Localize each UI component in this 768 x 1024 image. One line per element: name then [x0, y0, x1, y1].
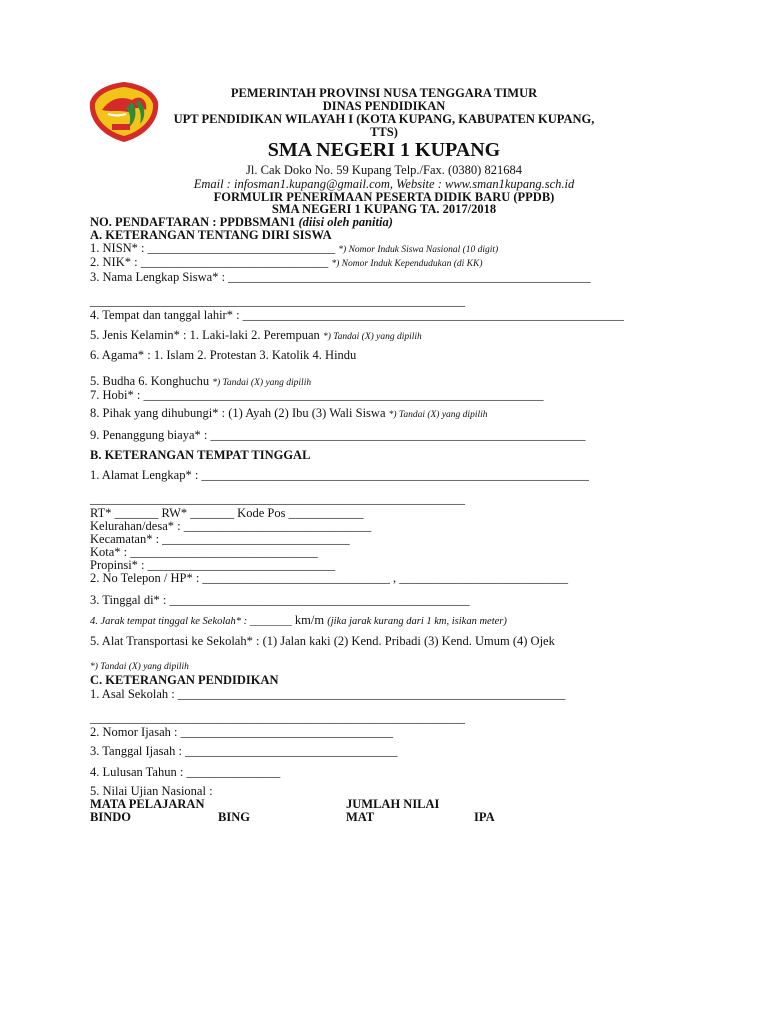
gender-field[interactable] [90, 328, 422, 344]
sponsor-field[interactable]: 9. Penanggung biaya* : ____________________________________________________________ [90, 428, 586, 442]
rt-rw-postcode-field[interactable]: RT* _______ RW* _______ Kode Pos ____________ [90, 506, 364, 520]
subject-header: MATA PELAJARAN [90, 797, 205, 811]
transport-note: *) Tandai (X) yang dipilih [90, 662, 189, 672]
phone-field[interactable]: 2. No Telepon / HP* : ______________________________ , ___________________________ [90, 571, 569, 585]
contact-person-field[interactable] [90, 406, 488, 422]
nik-label: 2. NIK* : ______________________________ [90, 255, 329, 269]
national-exam-label: 5. Nilai Ujian Nasional : [90, 784, 213, 798]
graduation-year-field[interactable]: 4. Lulusan Tahun : _______________ [90, 765, 281, 779]
school-name: SMA NEGERI 1 KUPANG [267, 139, 501, 161]
school-contact: Email : infosman1.kupang@gmail.com, Website : www.sman1kupang.sch.id [193, 177, 575, 191]
nisn-note: *) Nomor Induk Siswa Nasional (10 digit) [338, 245, 499, 255]
contact-person-note: *) Tandai (X) yang dipilih [388, 410, 488, 420]
subject-mat: MAT [346, 810, 375, 824]
religion-note: *) Tandai (X) yang dipilih [212, 378, 312, 388]
village-field[interactable]: Kelurahan/desa* : ______________________________ [90, 519, 372, 533]
header-line-4: TTS) [370, 125, 398, 139]
origin-school-field[interactable]: 1. Asal Sekolah : ______________________________________________________________ [90, 687, 566, 701]
religion-options: 5. Budha 6. Konghuchu [90, 374, 210, 388]
hobby-field[interactable]: 7. Hobi* : ________________________________________________________________ [90, 388, 544, 402]
section-b-title: B. KETERANGAN TEMPAT TINGGAL [90, 448, 311, 462]
nama-field[interactable]: 3. Nama Lengkap Siswa* : __________________________________________________________ [90, 270, 591, 284]
nisn-label: 1. NISN* : ______________________________ [90, 241, 336, 255]
district-field[interactable]: Kecamatan* : ______________________________ [90, 532, 350, 546]
subject-ipa: IPA [474, 810, 495, 824]
address-field-continued[interactable]: ____________________________________________________________ [90, 492, 465, 506]
distance-field[interactable] [90, 613, 507, 629]
city-field[interactable]: Kota* : ______________________________ [90, 545, 318, 559]
section-a-title: A. KETERANGAN TENTANG DIRI SISWA [90, 228, 332, 242]
ttl-field[interactable]: 4. Tempat dan tanggal lahir* : _____________________________________________________________ [90, 308, 624, 322]
section-c-title: C. KETERANGAN PENDIDIKAN [90, 673, 279, 687]
distance-label: 4. Jarak tempat tinggal ke Sekolah* : ________ [90, 616, 292, 627]
registration-note: (diisi oleh panitia) [298, 215, 393, 229]
residence-field[interactable]: 3. Tinggal di* : ________________________________________________ [90, 593, 470, 607]
school-address: Jl. Cak Doko No. 59 Kupang Telp./Fax. (0380) 821684 [246, 163, 522, 177]
origin-school-field-continued[interactable]: ____________________________________________________________ [90, 711, 465, 725]
province-field[interactable]: Propinsi* : ______________________________ [90, 558, 336, 572]
gender-note: *) Tandai (X) yang dipilih [322, 332, 422, 342]
score-header: JUMLAH NILAI [346, 797, 440, 811]
distance-note: (jika jarak kurang dari 1 km, isikan meter) [327, 616, 507, 627]
nama-field-continued[interactable]: ____________________________________________________________ [90, 294, 465, 308]
nik-note: *) Nomor Induk Kependudukan (di KK) [331, 259, 483, 269]
contact-person-label: 8. Pihak yang dihubungi* : (1) Ayah (2) Ibu (3) Wali Siswa [90, 406, 386, 420]
form-subtitle: SMA NEGERI 1 KUPANG TA. 2017/2018 [271, 202, 497, 216]
certificate-date-field[interactable]: 3. Tanggal Ijasah : __________________________________ [90, 744, 398, 758]
subject-bindo: BINDO [90, 810, 131, 824]
certificate-number-field[interactable]: 2. Nomor Ijasah : __________________________________ [90, 725, 394, 739]
registration-number [90, 215, 393, 229]
registration-label: NO. PENDAFTARAN : PPDBSMAN1 [90, 215, 296, 229]
distance-unit: km/m [294, 613, 325, 627]
header-line-1: PEMERINTAH PROVINSI NUSA TENGGARA TIMUR [230, 86, 538, 100]
religion-field[interactable]: 6. Agama* : 1. Islam 2. Protestan 3. Katolik 4. Hindu [90, 348, 357, 362]
transport-field[interactable]: 5. Alat Transportasi ke Sekolah* : (1) Jalan kaki (2) Kend. Pribadi (3) Kend. Umum (4) Ojek [90, 634, 555, 648]
subject-bing: BING [218, 810, 250, 824]
header-line-3: UPT PENDIDIKAN WILAYAH I (KOTA KUPANG, KABUPATEN KUPANG, [173, 112, 595, 126]
header-line-2: DINAS PENDIDIKAN [322, 99, 446, 113]
address-field[interactable]: 1. Alamat Lengkap* : ______________________________________________________________ [90, 468, 589, 482]
form-title: FORMULIR PENERIMAAN PESERTA DIDIK BARU (PPDB) [213, 190, 555, 204]
nik-field[interactable] [90, 255, 483, 271]
gender-label: 5. Jenis Kelamin* : 1. Laki-laki 2. Perempuan [90, 328, 320, 342]
